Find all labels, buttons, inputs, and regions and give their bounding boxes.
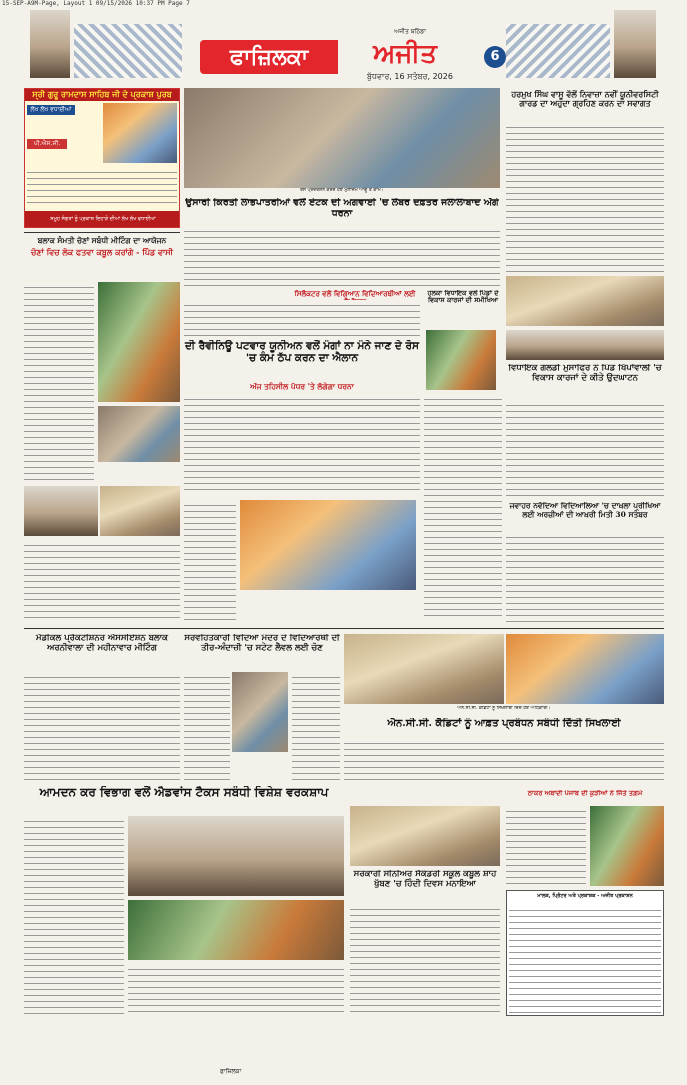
right-small-headline: ਠਾਕਰ ਅਬਾਦੀ ਪੰਜਾਬ ਦੀ ਕੁੜੀਆਂ ਨੇ ਜਿੱਤੇ ਤਗ਼ਮੇ — [527, 790, 643, 797]
right-mid-body — [506, 532, 664, 622]
imprint-title: ਮਾਲਕ, ਪ੍ਰਿੰਟਰ ਅਤੇ ਪ੍ਰਕਾਸ਼ਕ - ਅਜੀਤ ਪ੍ਰਕਾਸ਼ਨ — [537, 893, 633, 899]
medical-body — [24, 672, 180, 782]
right-mid-headline: ਜਵਾਹਰ ਨਵੋਦਿਆ ਵਿਦਿਆਲਿਆ 'ਚ ਦਾਖ਼ਲਾ ਪ੍ਰੀਖਿਆ ਲਈ ਅਰਜ਼ੀਆਂ ਦੀ ਆਖ਼ਰੀ ਮਿਤੀ 30 ਸਤੰਬਰ — [509, 502, 661, 519]
left-body-2 — [24, 540, 180, 622]
right-small-portrait — [590, 806, 664, 886]
ad-body-lines — [27, 167, 177, 207]
divider — [24, 232, 180, 233]
color-calibration-bar — [20, 1070, 220, 1078]
income-tax-body — [24, 816, 124, 1016]
mid-small-body — [184, 300, 420, 340]
clock-tower-image — [30, 10, 70, 78]
ncc-photo-1 — [344, 634, 504, 704]
school-body-2 — [292, 672, 340, 782]
golden-temple-image — [103, 103, 177, 163]
imprint-body — [509, 905, 661, 1013]
right-small-body — [506, 806, 586, 886]
left-headline: ਚੋਣਾਂ ਵਿਚ ਲੋਕ ਫਤਵਾ ਕਬੂਲ ਕਰਾਂਗੇ - ਪਿੰਡ ਵਾਸੀ — [30, 248, 174, 257]
protest-headline: ਉਸਾਰੀ ਕਿਰਤੀ ਲਾਭਪਾਤਰੀਆਂ ਵਲੋਂ ਏਟਕ ਦੀ ਅਗਵਾਈ 'ਚ ਲੇਬਰ ਦਫ਼ਤਰ ਜਲਾਲਾਬਾਦ ਅੱਗੇ ਧਰਨਾ — [185, 198, 499, 219]
medical-headline: ਮੈਡੀਕਲ ਪ੍ਰੈਕਟੀਸ਼ਨਰ ਐਸੋਸੀਏਸ਼ਨ ਬਲਾਕ ਅਰਨੀਵਾਲਾ ਦੀ ਮਹੀਨਾਵਾਰ ਮੀਟਿੰਗ — [36, 634, 168, 653]
edition-label: ਅਜੀਤ ਬਠਿੰਡਾ — [394, 28, 426, 35]
right-dev-body — [506, 400, 664, 500]
masthead-pattern-left — [74, 24, 182, 78]
hindi-day-body — [350, 904, 500, 1016]
issue-date: ਬੁੱਧਵਾਰ, 16 ਸਤੰਬਰ, 2026 — [367, 72, 453, 81]
left-kicker: ਬਲਾਕ ਸੰਮਤੀ ਚੋਣਾਂ ਸਬੰਧੀ ਮੀਟਿੰਗ ਦਾ ਆਯੋਜਨ — [37, 236, 167, 245]
page-number: 6 — [484, 46, 506, 68]
left-group-photo — [98, 406, 180, 462]
hindi-day-headline: ਸਰਕਾਰੀ ਸੀਨੀਅਰ ਸੈਕੰਡਰੀ ਸਕੂਲ ਕਬੂਲ ਸ਼ਾਹ ਖੁੱਬਣ 'ਚ ਹਿੰਦੀ ਦਿਵਸ ਮਨਾਇਆ — [353, 870, 497, 889]
school-body — [184, 672, 230, 782]
mid-profile-body — [424, 394, 502, 620]
revenue-subhead: ਅੱਜ ਤਹਿਸੀਲ ਪੱਧਰ 'ਤੇ ਲੱਗੇਗਾ ਧਰਨਾ — [250, 382, 354, 391]
left-portrait-photo — [98, 282, 180, 402]
left-meeting-photo — [24, 486, 98, 536]
hindi-day-photo — [350, 806, 500, 866]
right-top-headline: ਹਰਮੁਖ ਸਿੰਘ ਵਾਸੂ ਵੱਲੋਂ ਨਿਵਾਜ਼ਾ ਨਵੀਂ ਯੂਨੀਵਰਸਿਟੀ ਗਾਰਡ ਦਾ ਅਹੁਦਾ ਗ੍ਰਹਿਣ ਕਰਨ ਦਾ ਸਵਾਗਤ — [511, 90, 659, 109]
print-slug: 15-SEP-A9M-Page, Layout 1 09/15/2026 10:37 PM Page 7 — [2, 0, 190, 7]
revenue-body-2 — [184, 500, 236, 620]
ad-footer: ਸਮੂਹ ਸੰਗਤਾਂ ਨੂੰ ਪ੍ਰਕਾਸ਼ ਦਿਹਾੜੇ ਦੀਆਂ ਲੱਖ ਲੱਖ ਵਧਾਈਆਂ — [25, 211, 180, 227]
revenue-headline: ਦੀ ਰੈਵੀਨਿਊ ਪਟਵਾਰ ਯੂਨੀਅਨ ਵਲੋਂ ਮੰਗਾਂ ਨਾ ਮੰਨੇ ਜਾਣ ਦੇ ਰੋਸ 'ਚ ਕੰਮ ਠੱਪ ਕਰਨ ਦਾ ਐਲਾਨ — [184, 340, 420, 365]
right-dev-photo — [506, 330, 664, 360]
divider — [24, 628, 664, 629]
school-headline: ਸਰਵਹਿਤਕਾਰੀ ਵਿਦਿਆ ਮੰਦਰ ਦੇ ਵਿਦਿਆਰਥੀ ਦੀ ਤੀਰ-ਅੰਦਾਜ਼ੀ 'ਚ ਸਟੇਟ ਲੈਵਲ ਲਈ ਚੋਣ — [184, 634, 340, 653]
protest-body — [184, 226, 500, 286]
greeting-ad — [24, 88, 180, 228]
mid-profile-headline: ਹਲਕਾ ਵਿਧਾਇਕ ਵਲੋਂ ਪਿੰਡਾਂ ਦੇ ਵਿਕਾਸ ਕਾਰਜਾਂ ਦੀ ਸਮੀਖਿਆ — [427, 290, 499, 305]
city-name: ਫਾਜ਼ਿਲਕਾ — [200, 40, 338, 74]
revenue-body — [184, 394, 420, 494]
ad-title: ਸ੍ਰੀ ਗੁਰੂ ਰਾਮਦਾਸ ਸਾਹਿਬ ਜੀ ਦੇ ਪ੍ਰਕਾਸ਼ ਪੁਰਬ — [25, 89, 179, 101]
ad-tag: ਪੀ.ਐਸ.ਸੀ. — [27, 139, 67, 149]
income-tax-photo — [128, 816, 344, 896]
ad-subtitle: ਲੱਖ ਲੱਖ ਵਧਾਈਆਂ — [27, 105, 75, 115]
school-student-photo — [232, 672, 288, 752]
ncc-caption: ਐਨ.ਸੀ.ਸੀ. ਕੈਡਿਟਾਂ ਨੂੰ ਸਿਖਲਾਈ ਦਿੰਦੇ ਹੋਏ ਅਧਿਕਾਰੀ। — [457, 706, 551, 711]
ncc-headline: ਐਨ.ਸੀ.ਸੀ. ਕੈਡਿਟਾਂ ਨੂੰ ਆਫ਼ਤ ਪ੍ਰਬੰਧਨ ਸਬੰਧੀ ਦਿੱਤੀ ਸਿਖਲਾਈ — [387, 718, 621, 729]
left-body — [24, 282, 94, 482]
paper-name: ਅਜੀਤ — [373, 39, 437, 69]
right-top-body — [506, 122, 664, 272]
masthead-pattern-right — [506, 24, 610, 78]
right-top-photo — [506, 276, 664, 326]
mid-profile-photo — [426, 330, 496, 390]
ncc-body — [344, 738, 664, 782]
mid-small-headline: ਸਿਲੈਕਟਰ ਵਲੋਂ ਵਿਗਿਆਨ ਵਿਦਿਆਰਥੀਆਂ ਲਈ — [294, 290, 416, 298]
protest-photo — [184, 88, 500, 188]
protest-caption: ਰੋਸ ਪ੍ਰਦਰਸ਼ਨ ਕਰਦੇ ਹੋਏ ਮੁਲਾਜ਼ਮ ਆਗੂ ਤੇ ਕਾਮੇ। — [300, 188, 384, 193]
ncc-photo-2 — [506, 634, 664, 704]
income-tax-headline: ਆਮਦਨ ਕਰ ਵਿਭਾਗ ਵਲੋਂ ਐਡਵਾਂਸ ਟੈਕਸ ਸਬੰਧੀ ਵਿਸ਼ੇਸ਼ ਵਰਕਸ਼ਾਪ — [39, 786, 329, 799]
left-meeting-photo-2 — [100, 486, 180, 536]
income-tax-body-2 — [128, 964, 344, 1016]
temple-image — [614, 10, 656, 78]
right-dev-headline: ਵਿਧਾਇਕ ਗੋਲਡੀ ਮੁਸਾਫਿਰ ਨੇ ਪਿੰਡ ਖਿੱਪਾਂਵਾਲੀ 'ਚ ਵਿਕਾਸ ਕਾਰਜਾਂ ਦੇ ਕੀਤੇ ਉਦਘਾਟਨ — [508, 364, 662, 383]
revenue-photo — [240, 500, 416, 590]
footer-label: ਫਾਜ਼ਿਲਕਾ — [220, 1068, 242, 1075]
income-tax-photo-2 — [128, 900, 344, 960]
imprint-box — [506, 890, 664, 1016]
